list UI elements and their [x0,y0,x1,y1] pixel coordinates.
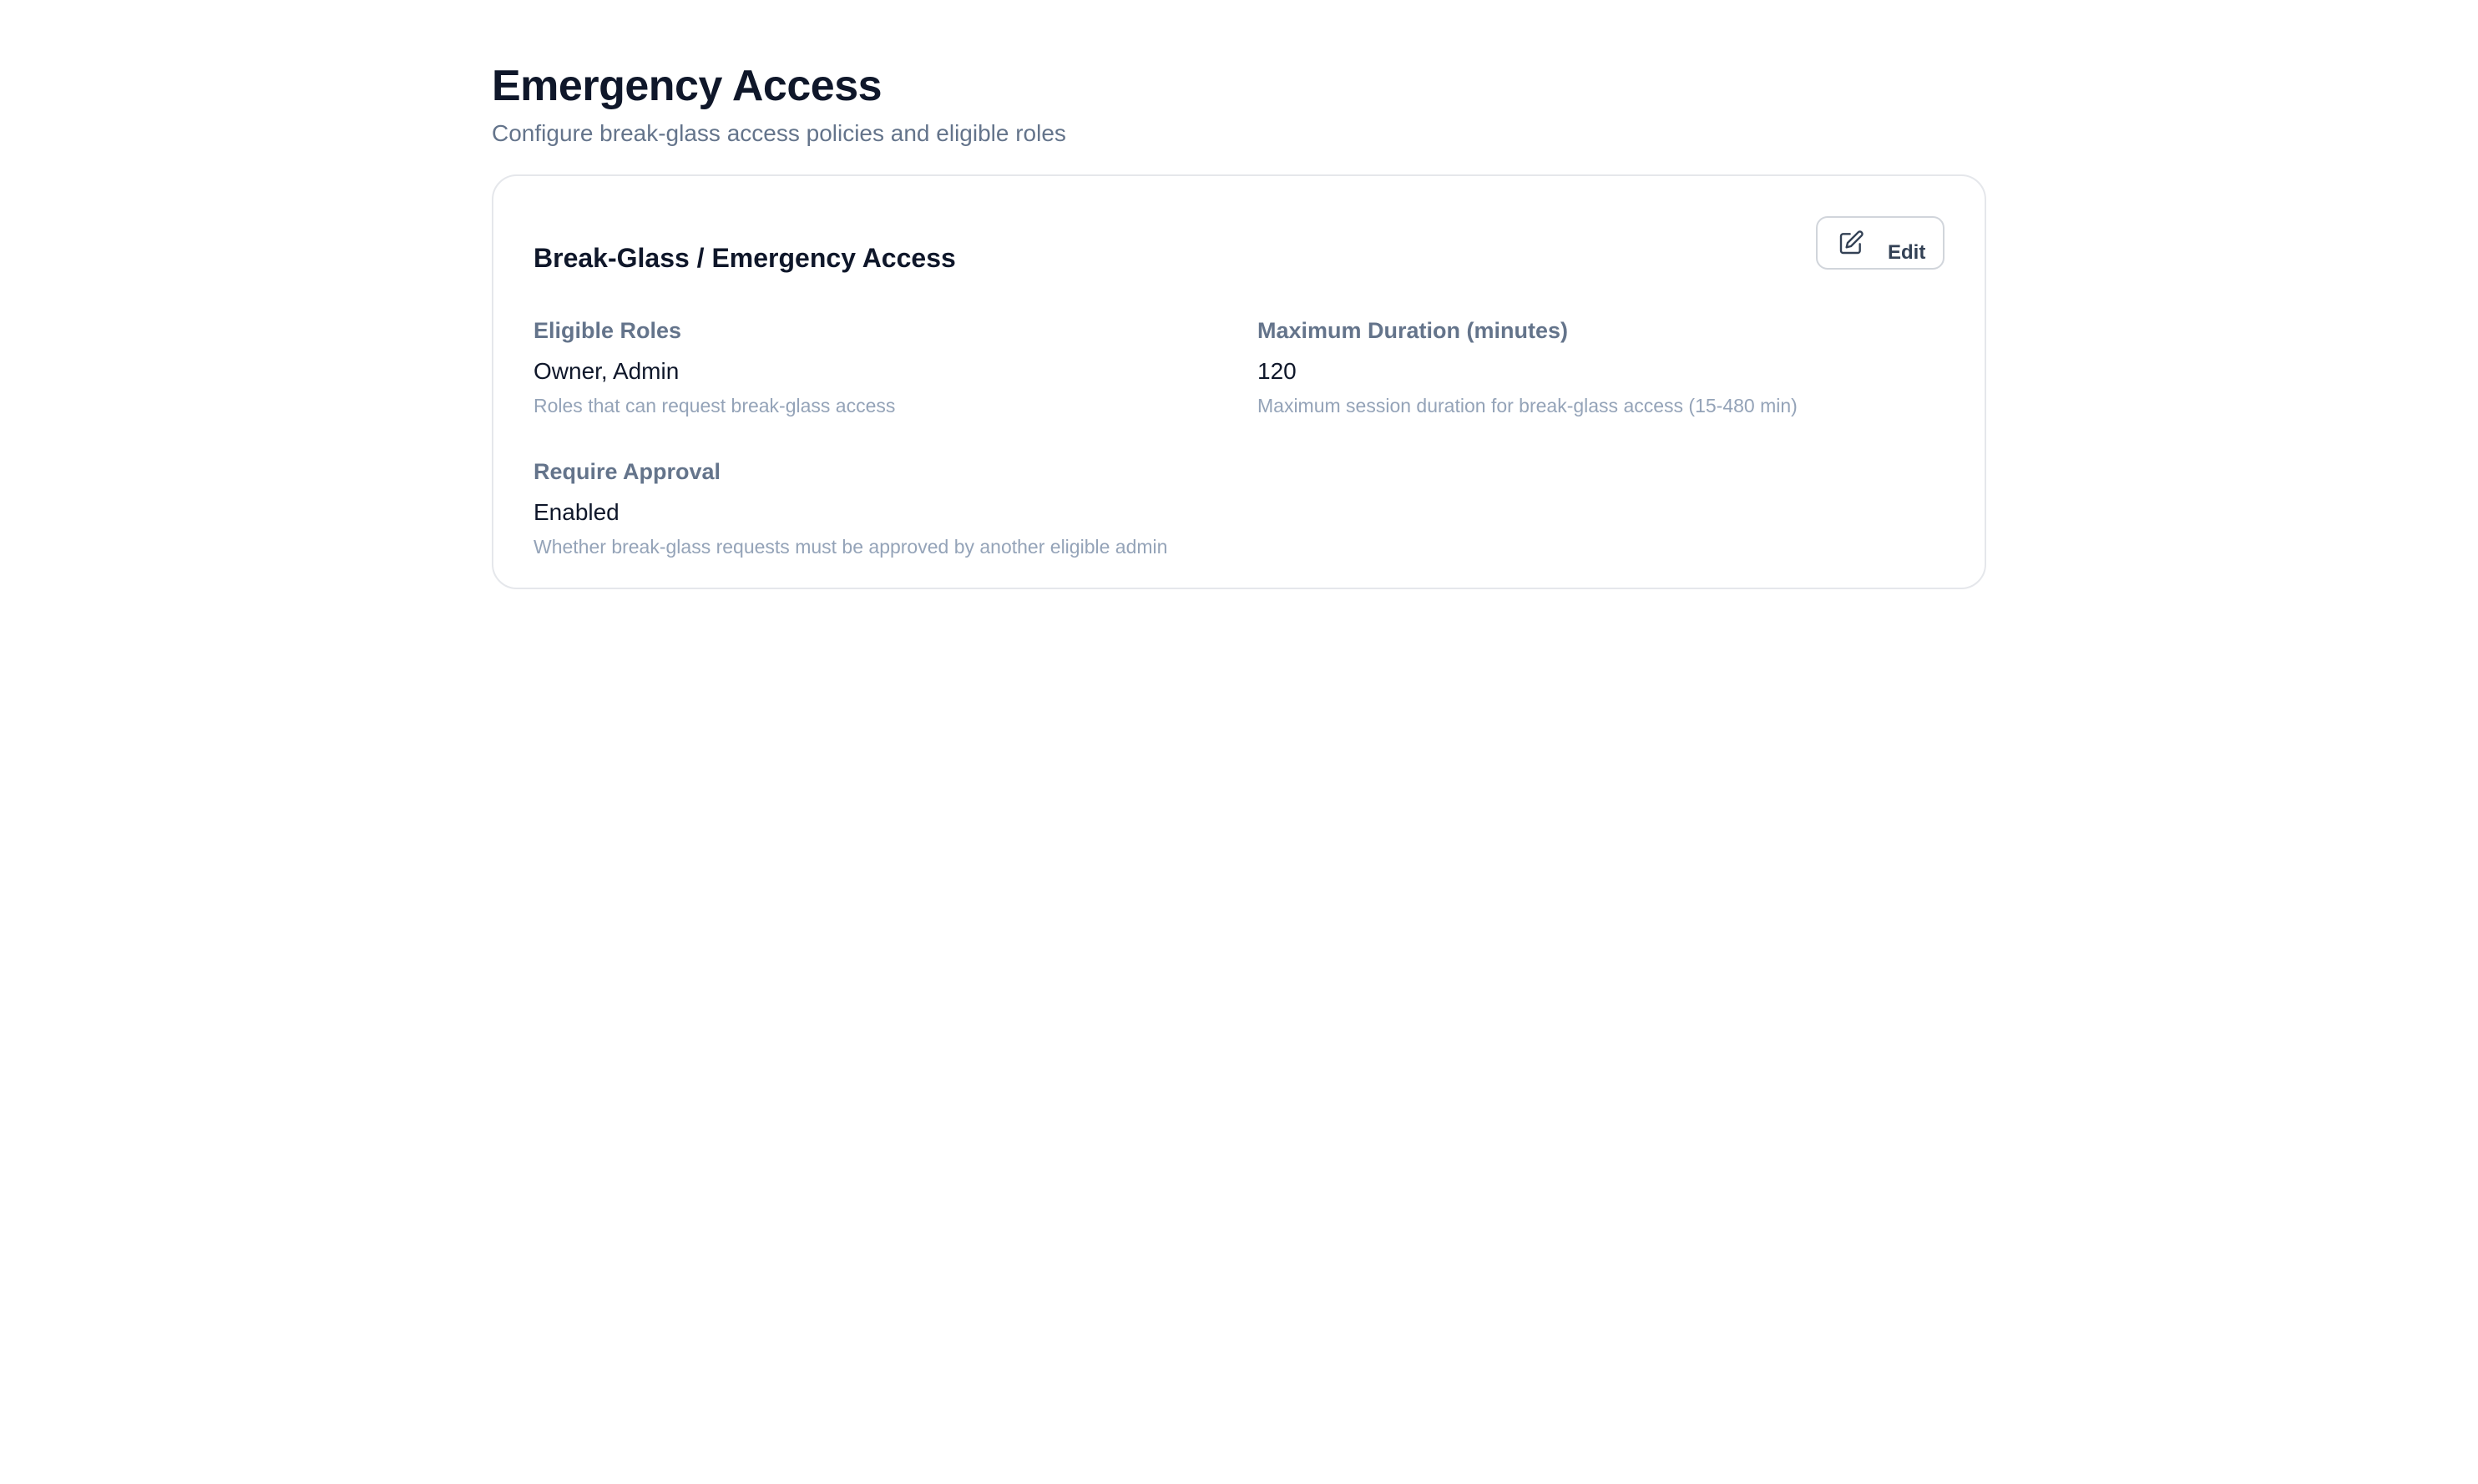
card-title: Break-Glass / Emergency Access [534,243,956,273]
field-label: Require Approval [534,459,721,484]
field-help-text: Roles that can request break-glass access [534,395,896,416]
field-value: Enabled [534,499,620,525]
edit-button[interactable] [1816,216,1944,270]
field-value: 120 [1257,358,1297,384]
emergency-access-page [492,58,1990,558]
page-title: Emergency Access [492,62,882,110]
break-glass-settings-card [492,174,1986,589]
max-duration-field [1257,316,1942,418]
field-label: Eligible Roles [534,318,682,343]
field-label: Maximum Duration (minutes) [1257,318,1569,343]
edit-button-label: Edit [1888,241,1926,264]
page-subtitle: Configure break-glass access policies and eligible roles [492,120,1066,146]
pencil-square-icon [1838,230,1864,256]
eligible-roles-field [534,316,1218,418]
require-approval-field [534,457,1285,559]
field-value: Owner, Admin [534,358,680,384]
field-help-text: Whether break-glass requests must be approved by another eligible admin [534,536,1168,558]
field-help-text: Maximum session duration for break-glass access (15-480 min) [1257,395,1798,416]
